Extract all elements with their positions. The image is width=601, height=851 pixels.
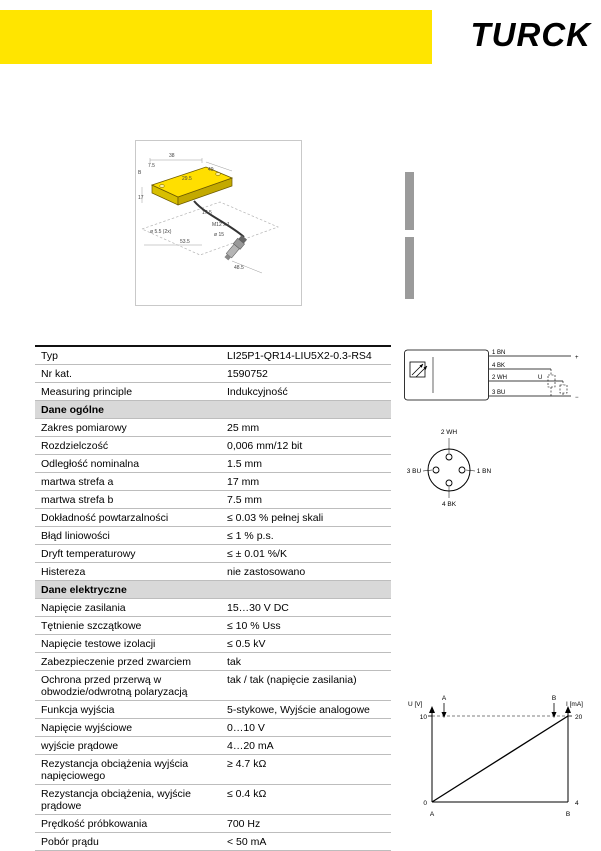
spec-value: 7.5 mm — [227, 493, 263, 506]
table-row — [35, 473, 391, 491]
spec-label: Odległość nominalna — [41, 457, 140, 470]
spec-label: Napięcie testowe izolacji — [41, 637, 156, 650]
product-drawing — [136, 141, 301, 305]
wire-label-1bn: 1 BN — [492, 350, 506, 356]
table-row — [35, 545, 391, 563]
spec-value: < 50 mA — [227, 835, 267, 848]
graph-ylabel-right: I [mA] — [566, 701, 583, 708]
dim-38: 38 — [169, 153, 175, 159]
table-row — [35, 755, 391, 785]
spec-value: ≥ 4.7 kΩ — [227, 757, 267, 770]
spec-label: Ochrona przed przerwą w obwodzie/odwrotną polaryzacją — [41, 673, 188, 698]
spec-label: Tętnienie szczątkowe — [41, 619, 142, 632]
spec-label: Napięcie wyjściowe — [41, 721, 133, 734]
graph-tick-4: 4 — [575, 800, 579, 807]
table-row — [35, 563, 391, 581]
spec-value: 25 mm — [227, 421, 260, 434]
spec-value: Indukcyjność — [227, 385, 288, 398]
dim-29-5: 29.5 — [182, 176, 192, 182]
spec-label: wyjście prądowe — [41, 739, 119, 752]
spec-value: 17 mm — [227, 475, 260, 488]
spec-label: Histereza — [41, 565, 86, 578]
spec-label: Napięcie zasilania — [41, 601, 126, 614]
dim-53-5: 53.5 — [180, 239, 190, 245]
spec-value: 5-stykowe, Wyjście analogowe — [227, 703, 370, 716]
graph-tick-20: 20 — [575, 714, 583, 721]
spec-value: ≤ 0.5 kV — [227, 637, 266, 650]
table-row — [35, 701, 391, 719]
graph-marker-a-top: A — [441, 695, 447, 702]
dim-49: 49 — [208, 167, 214, 173]
spec-value: 15…30 V DC — [227, 601, 289, 614]
table-row — [35, 719, 391, 737]
spec-value: ≤ 0.03 % pełnej skali — [227, 511, 324, 524]
spec-value: 0…10 V — [227, 721, 265, 734]
table-row — [35, 617, 391, 635]
table-row — [35, 419, 391, 437]
wire-minus: − — [575, 395, 579, 401]
spec-label: Funkcja wyjścia — [41, 703, 115, 716]
spec-value: nie zastosowano — [227, 565, 306, 578]
wire-label-2wh: 2 WH — [492, 375, 507, 381]
table-section-header: Dane ogólne — [35, 401, 391, 419]
dim-7-5: 7.5 — [148, 163, 155, 169]
spec-value: ≤ 10 % Uss — [227, 619, 281, 632]
wiring-diagram — [403, 345, 598, 407]
wire-label-3bu: 3 BU — [492, 390, 506, 396]
table-row — [35, 437, 391, 455]
table-row — [35, 455, 391, 473]
spec-label: Dryft temperaturowy — [41, 547, 136, 560]
spec-label: Measuring principle — [41, 385, 133, 398]
table-row — [35, 383, 391, 401]
connector-pinout — [402, 420, 497, 512]
pinout-left: 3 BU — [406, 468, 422, 475]
table-row — [35, 347, 391, 365]
dim-17: 17 — [138, 195, 144, 201]
wire-plus: + — [575, 355, 579, 361]
spec-value: ≤ 0.4 kΩ — [227, 787, 267, 800]
table-row — [35, 527, 391, 545]
table-row — [35, 737, 391, 755]
dim-17-5: 17.5 — [202, 210, 212, 216]
table-row — [35, 653, 391, 671]
dim-48-5: 48.5 — [234, 265, 244, 271]
product-image-frame — [135, 140, 302, 306]
table-row — [35, 785, 391, 815]
wire-u-label: U — [538, 375, 543, 381]
wire-label-4bk: 4 BK — [492, 363, 506, 369]
spec-value: tak — [227, 655, 242, 668]
pinout-bottom: 4 BK — [441, 501, 457, 508]
spec-label: Pobór prądu — [41, 835, 99, 848]
dim-15: ø 15 — [214, 232, 225, 238]
spec-value: 700 Hz — [227, 817, 261, 830]
graph-marker-b-top: B — [551, 695, 557, 702]
spec-label: martwa strefa b — [41, 493, 114, 506]
table-row — [35, 365, 391, 383]
spec-label: Rezystancja obciążenia wyjścia napięciowego — [41, 757, 189, 782]
spec-label: Prędkość próbkowania — [41, 817, 148, 830]
graph-tick-0: 0 — [423, 800, 427, 807]
spec-value: 1590752 — [227, 367, 268, 380]
spec-value: ≤ 1 % p.s. — [227, 529, 274, 542]
spec-table — [35, 345, 391, 851]
table-row — [35, 671, 391, 701]
pinout-top: 2 WH — [440, 429, 458, 436]
graph-xlabel-b: B — [565, 811, 571, 818]
spec-value: LI25P1-QR14-LIU5X2-0.3-RS4 — [227, 349, 372, 362]
graph-tick-10: 10 — [419, 714, 427, 721]
table-row — [35, 833, 391, 851]
spec-label: Zabezpieczenie przed zwarciem — [41, 655, 191, 668]
dim-b: B — [138, 170, 142, 176]
spec-label: Rezystancja obciążenia, wyjście prądowe — [41, 787, 191, 812]
side-caption-bar-2 — [405, 237, 414, 299]
spec-label: Nr kat. — [41, 367, 72, 380]
spec-value: 1.5 mm — [227, 457, 263, 470]
spec-label: Dokładność powtarzalności — [41, 511, 169, 524]
spec-value: 4…20 mA — [227, 739, 274, 752]
spec-label: Typ — [41, 349, 58, 362]
side-caption-bar-1 — [405, 172, 414, 230]
table-row — [35, 491, 391, 509]
dim-hole: ø 5.5 (2x) — [150, 229, 172, 235]
table-section-header: Dane elektryczne — [35, 581, 391, 599]
spec-label: Błąd liniowości — [41, 529, 110, 542]
brand-color-bar — [0, 10, 432, 64]
dim-thread: M12 x 1 — [212, 222, 230, 228]
spec-value: tak / tak (napięcie zasilania) — [227, 673, 357, 686]
spec-value: ≤ ± 0.01 %/K — [227, 547, 287, 560]
spec-value: 0,006 mm/12 bit — [227, 439, 303, 452]
spec-label: Zakres pomiarowy — [41, 421, 127, 434]
graph-xlabel-a: A — [429, 811, 435, 818]
output-characteristic-chart — [406, 690, 598, 824]
graph-ylabel-left: U [V] — [408, 701, 423, 708]
table-row — [35, 815, 391, 833]
spec-label: martwa strefa a — [41, 475, 114, 488]
table-row — [35, 509, 391, 527]
table-row — [35, 635, 391, 653]
turck-logo: TURCK — [470, 16, 591, 53]
spec-label: Rozdzielczość — [41, 439, 109, 452]
pinout-right: 1 BN — [476, 468, 492, 475]
table-row — [35, 599, 391, 617]
